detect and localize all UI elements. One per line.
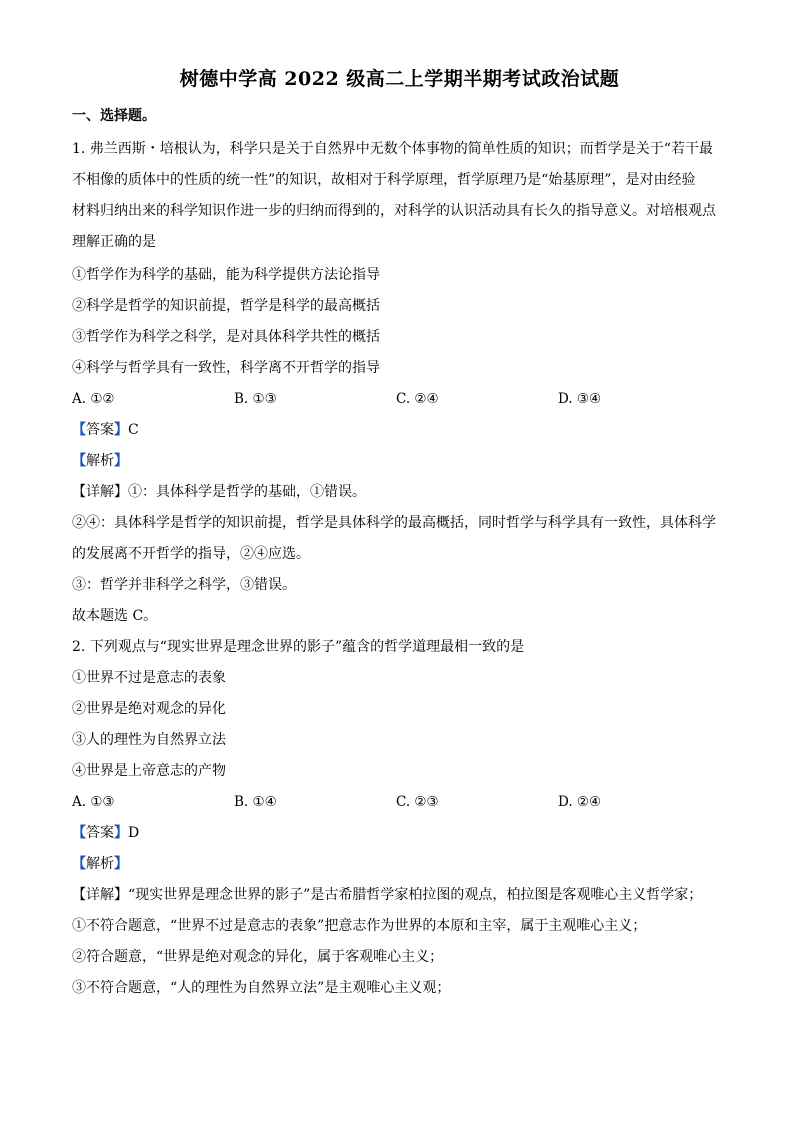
- option-a: A. ①③: [72, 794, 115, 810]
- bracket-left-icon: 【: [72, 825, 86, 841]
- bracket-left-icon: 【: [72, 856, 86, 872]
- section-heading: 一、选择题。: [72, 108, 156, 124]
- detail-line: [72, 477, 727, 508]
- statement-item: ②科学是哲学的知识前提，哲学是科学的最高概括: [72, 298, 380, 314]
- detail-line: [72, 880, 727, 911]
- detail-line: ②符合题意，“世界是绝对观念的异化，属于客观唯心主义；: [72, 949, 444, 965]
- bracket-right-icon: 】: [114, 856, 128, 872]
- analysis-line: [72, 849, 727, 880]
- answer-line: [72, 415, 727, 446]
- question-stem-line: 理解正确的是: [72, 234, 156, 250]
- answer-line: [72, 818, 727, 849]
- bracket-left-icon: 【: [72, 422, 86, 438]
- option-c: C. ②④: [396, 391, 439, 407]
- statement-item: ③人的理性为自然界立法: [72, 732, 226, 748]
- analysis-line: [72, 446, 727, 477]
- bracket-left-icon: 【: [72, 453, 86, 469]
- option-d: D. ②④: [558, 794, 602, 810]
- detail-text: ①：具体科学是哲学的基础，①错误。: [128, 484, 366, 500]
- detail-line: 故本题选 C。: [72, 608, 158, 624]
- option-b: B. ①③: [234, 391, 277, 407]
- detail-close: 】: [114, 887, 128, 903]
- statement-item: ④科学与哲学具有一致性，科学离不开哲学的指导: [72, 360, 380, 376]
- question-stem-line: 不相像的质体中的性质的统一性”的知识，故相对于科学原理，哲学原理乃是“始基原理”，是对由经验: [72, 172, 696, 188]
- option-c: C. ②③: [396, 794, 439, 810]
- answer-label: 答案: [86, 422, 114, 438]
- detail-line: ①不符合题意，“世界不过是意志的表象”把意志作为世界的本原和主宰，属于主观唯心主义；: [72, 918, 647, 934]
- bracket-right-icon: 】: [114, 422, 128, 438]
- detail-open: 【: [72, 484, 86, 500]
- document-page: [72, 66, 727, 1004]
- analysis-label: 解析: [86, 453, 114, 469]
- detail-text: “现实世界是理念世界的影子”是古希腊哲学家柏拉图的观点，柏拉图是客观唯心主义哲学家；: [128, 887, 703, 903]
- bracket-right-icon: 】: [114, 825, 128, 841]
- statement-item: ①哲学作为科学的基础，能为科学提供方法论指导: [72, 267, 380, 283]
- question-stem-line: 2. 下列观点与“现实世界是理念世界的影子”蕴含的哲学道理最相一致的是: [72, 639, 525, 655]
- detail-close: 】: [114, 484, 128, 500]
- option-b: B. ①④: [234, 794, 277, 810]
- analysis-label: 解析: [86, 856, 114, 872]
- page-title: 树德中学高 2022 级高二上学期半期考试政治试题: [179, 68, 620, 90]
- answer-label: 答案: [86, 825, 114, 841]
- question-2: [72, 632, 727, 1004]
- detail-line: 的发展离不开哲学的指导，②④应选。: [72, 546, 310, 562]
- detail-line: ③：哲学并非科学之科学，③错误。: [72, 577, 296, 593]
- bracket-right-icon: 】: [114, 453, 128, 469]
- question-1: [72, 134, 727, 632]
- statement-item: ③哲学作为科学之科学，是对具体科学共性的概括: [72, 329, 380, 345]
- answer-value: C: [128, 422, 139, 438]
- detail-label: 详解: [86, 887, 114, 903]
- question-stem-line: 材料归纳出来的科学知识作进一步的归纳而得到的，对科学的认识活动具有长久的指导意义。对培根观点: [72, 203, 716, 219]
- statement-item: ④世界是上帝意志的产物: [72, 763, 226, 779]
- answer-options: [72, 787, 727, 818]
- statement-item: ②世界是绝对观念的异化: [72, 701, 226, 717]
- detail-line: ②④：具体科学是哲学的知识前提，哲学是具体科学的最高概括，同时哲学与科学具有一致性，具体科学: [72, 515, 716, 531]
- question-stem-line: 1. 弗兰西斯・培根认为，科学只是关于自然界中无数个体事物的简单性质的知识；而哲学是关于“若干最: [72, 141, 713, 157]
- statement-item: ①世界不过是意志的表象: [72, 670, 226, 686]
- answer-value: D: [128, 825, 140, 841]
- detail-label: 详解: [86, 484, 114, 500]
- option-a: A. ①②: [72, 391, 115, 407]
- option-d: D. ③④: [558, 391, 602, 407]
- detail-open: 【: [72, 887, 86, 903]
- answer-options: [72, 384, 727, 415]
- detail-line: ③不符合题意，“人的理性为自然界立法”是主观唯心主义观；: [72, 980, 451, 996]
